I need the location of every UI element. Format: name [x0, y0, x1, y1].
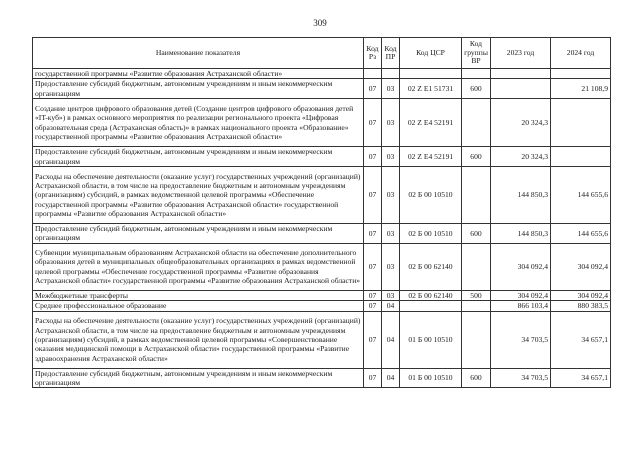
cell-rz: 07 [364, 79, 382, 99]
cell-name: Предоставление субсидий бюджетным, автономным учреждениям и иным некоммерческим организациям [33, 224, 364, 244]
cell-pr: 03 [382, 224, 400, 244]
header-vr: Код группы ВР [462, 38, 491, 69]
cell-y2023 [491, 69, 551, 79]
header-2024: 2024 год [551, 38, 611, 69]
cell-y2024 [551, 69, 611, 79]
cell-y2024: 34 657,1 [551, 368, 611, 388]
cell-rz: 07 [364, 311, 382, 368]
table-row [33, 79, 611, 99]
cell-y2023: 144 850,3 [491, 224, 551, 244]
cell-vr [462, 301, 491, 311]
cell-rz: 07 [364, 243, 382, 290]
cell-y2024 [551, 99, 611, 147]
cell-name: Предоставление субсидий бюджетным, автономным учреждениям и иным некоммерческим организациям [33, 79, 364, 99]
cell-pr: 03 [382, 147, 400, 167]
cell-y2023: 304 092,4 [491, 290, 551, 300]
cell-csr: 02 Б 00 62140 [400, 243, 462, 290]
cell-rz [364, 69, 382, 79]
cell-pr: 04 [382, 368, 400, 388]
header-2023: 2023 год [491, 38, 551, 69]
cell-pr: 03 [382, 243, 400, 290]
cell-pr: 04 [382, 301, 400, 311]
table-row [33, 167, 611, 224]
cell-y2023 [491, 79, 551, 99]
cell-name: Расходы на обеспечение деятельности (оказание услуг) государственных учреждений (организаций) Астраханской области, в том числе на предоставление бюджетным и автономным учреждениям (организациям) субсидий, в рамках ведомственной целевой программы «Совершенствование оказания медицинской помощи в Астраханской области» государственной программы «Развитие здравоохранения Астраханской области» [33, 311, 364, 368]
cell-name: Среднее профессиональное образование [33, 301, 364, 311]
cell-y2024: 304 092,4 [551, 290, 611, 300]
cell-y2024: 34 657,1 [551, 311, 611, 368]
table-row [33, 290, 611, 300]
budget-table [32, 37, 611, 388]
cell-vr: 600 [462, 79, 491, 99]
cell-y2023: 34 703,5 [491, 368, 551, 388]
cell-vr [462, 69, 491, 79]
cell-vr: 600 [462, 147, 491, 167]
cell-csr: 02 Б 00 10510 [400, 167, 462, 224]
cell-name: Межбюджетные трансферты [33, 290, 364, 300]
cell-rz: 07 [364, 167, 382, 224]
cell-csr: 02 Z E1 51731 [400, 79, 462, 99]
cell-rz: 07 [364, 99, 382, 147]
table-row [33, 301, 611, 311]
cell-rz: 07 [364, 301, 382, 311]
cell-rz: 07 [364, 147, 382, 167]
cell-y2023: 144 850,3 [491, 167, 551, 224]
header-row [33, 38, 611, 69]
header-rz: Код Рз [364, 38, 382, 69]
cell-pr [382, 69, 400, 79]
cell-csr [400, 69, 462, 79]
table-row [33, 224, 611, 244]
page-number: 309 [313, 18, 327, 28]
cell-vr: 600 [462, 224, 491, 244]
cell-pr: 03 [382, 79, 400, 99]
cell-vr [462, 243, 491, 290]
cell-name: Создание центров цифрового образования детей (Создание центров цифрового образования детей «IT-куб») в рамках основного мероприятия по реализации регионального проекта «Цифровая образовательная среда (Астраханская область)» в рамках национального проекта «Образование» государственной программы «Развитие образования Астраханской области» [33, 99, 364, 147]
table-body [33, 69, 611, 388]
cell-y2023: 20 324,3 [491, 147, 551, 167]
table-row [33, 69, 611, 79]
cell-y2024: 880 383,5 [551, 301, 611, 311]
cell-name: Расходы на обеспечение деятельности (оказание услуг) государственных учреждений (организаций) Астраханской области, в том числе на предоставление бюджетным и автономным учреждениям (организациям) субсидий, в рамках ведомственной целевой программы «Обеспечение государственной программы «Развитие образования Астраханской области» государственной программы «Развитие образования Астраханской области» [33, 167, 364, 224]
cell-y2024: 144 655,6 [551, 224, 611, 244]
cell-csr: 02 Z E4 52191 [400, 99, 462, 147]
cell-rz: 07 [364, 368, 382, 388]
cell-pr: 03 [382, 167, 400, 224]
table-row [33, 243, 611, 290]
cell-name: государственной программы «Развитие образования Астраханской области» [33, 69, 364, 79]
table-row [33, 368, 611, 388]
table-row [33, 147, 611, 167]
cell-csr: 02 Б 00 62140 [400, 290, 462, 300]
cell-y2023: 20 324,3 [491, 99, 551, 147]
cell-y2024: 144 655,6 [551, 167, 611, 224]
header-csr: Код ЦСР [400, 38, 462, 69]
header-name: Наименование показателя [33, 38, 364, 69]
cell-name: Предоставление субсидий бюджетным, автономным учреждениям и иным некоммерческим организациям [33, 368, 364, 388]
cell-csr [400, 301, 462, 311]
cell-pr: 03 [382, 99, 400, 147]
cell-csr: 02 Б 00 10510 [400, 224, 462, 244]
cell-name: Субвенции муниципальным образованиям Астраханской области на обеспечение дополнительного образования детей в муниципальных общеобразовательных организациях в рамках ведомственной целевой программы «Обеспечение государственной программы «Развитие образования Астраханской области» государственной программы «Развитие образования Астраханской области» [33, 243, 364, 290]
cell-y2024: 21 108,9 [551, 79, 611, 99]
cell-pr: 03 [382, 290, 400, 300]
cell-y2024: 304 092,4 [551, 243, 611, 290]
cell-rz: 07 [364, 224, 382, 244]
table-row [33, 311, 611, 368]
cell-y2024 [551, 147, 611, 167]
cell-vr: 600 [462, 368, 491, 388]
cell-csr: 01 Б 00 10510 [400, 311, 462, 368]
cell-vr: 500 [462, 290, 491, 300]
header-pr: Код ПР [382, 38, 400, 69]
cell-name: Предоставление субсидий бюджетным, автономным учреждениям и иным некоммерческим организациям [33, 147, 364, 167]
cell-vr [462, 311, 491, 368]
cell-vr [462, 167, 491, 224]
cell-pr: 04 [382, 311, 400, 368]
cell-csr: 02 Z E4 52191 [400, 147, 462, 167]
table-row [33, 99, 611, 147]
cell-y2023: 304 092,4 [491, 243, 551, 290]
cell-y2023: 866 103,4 [491, 301, 551, 311]
cell-vr [462, 99, 491, 147]
cell-y2023: 34 703,5 [491, 311, 551, 368]
cell-csr: 01 Б 00 10510 [400, 368, 462, 388]
cell-rz: 07 [364, 290, 382, 300]
